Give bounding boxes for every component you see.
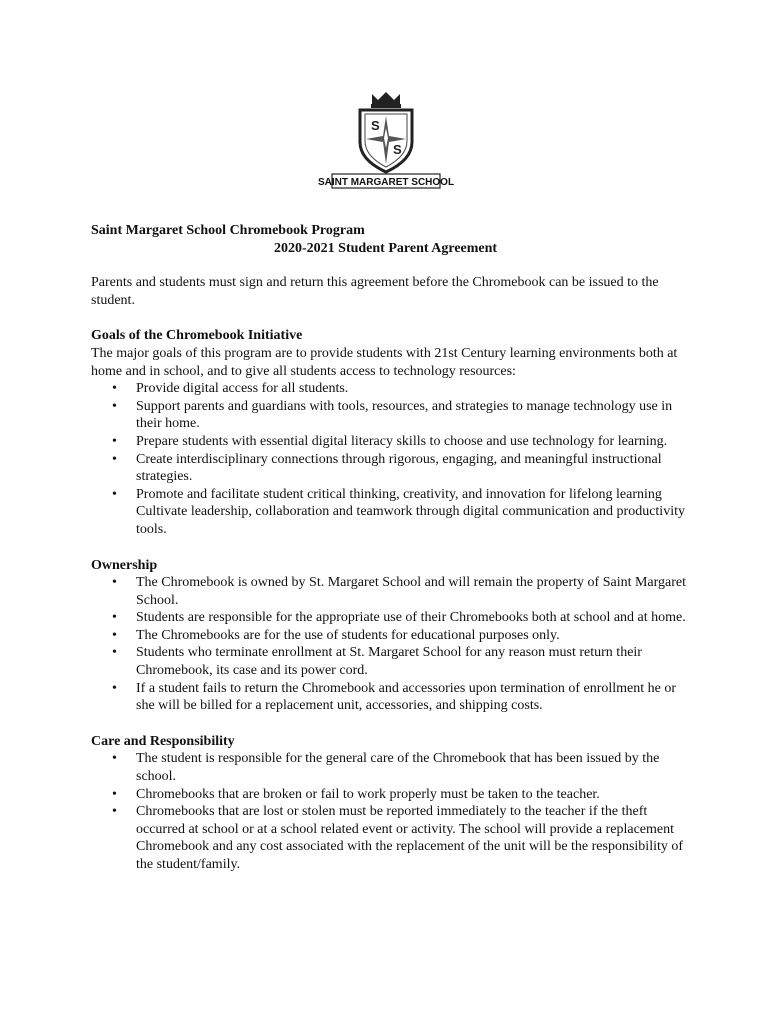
list-item: • Support parents and guardians with tools, resources, and strategies to manage technology use in their home.	[91, 398, 691, 433]
goals-list	[91, 380, 691, 538]
svg-text:S: S	[393, 142, 402, 157]
agreement-subtitle: 2020-2021 Student Parent Agreement	[274, 240, 498, 256]
list-item: • The student is responsible for the general care of the Chromebook that has been issued by the school.	[91, 750, 691, 785]
ownership-heading: Ownership	[91, 557, 158, 573]
goals-heading: Goals of the Chromebook Initiative	[91, 328, 303, 344]
school-logo	[317, 90, 455, 190]
list-item: • Chromebooks that are broken or fail to work properly must be taken to the teacher.	[91, 786, 691, 804]
ownership-list	[91, 574, 691, 715]
list-item: • Chromebooks that are lost or stolen must be reported immediately to the teacher if the theft occurred at school or at a school related event or activity. The school will provide a replacement Chromebook and any cost associated with the replacement of the unit will be the responsibility of the student/family.	[91, 803, 691, 873]
list-item: • Students who terminate enrollment at St. Margaret School for any reason must return their Chromebook, its case and its power cord.	[91, 644, 691, 679]
list-item: • Prepare students with essential digital literacy skills to choose and use technology for learning.	[91, 433, 691, 451]
care-heading: Care and Responsibility	[91, 733, 235, 749]
svg-text:S: S	[371, 118, 380, 133]
goals-text: The major goals of this program are to provide students with 21st Century learning environments both at home and in school, and to give all students access to technology resources:	[91, 345, 678, 379]
program-title: Saint Margaret School Chromebook Program	[91, 223, 365, 238]
list-item: • The Chromebooks are for the use of students for educational purposes only.	[91, 627, 691, 645]
list-item: • The Chromebook is owned by St. Margaret School and will remain the property of Saint Margaret School.	[91, 574, 691, 609]
list-item: • Promote and facilitate student critical thinking, creativity, and innovation for lifelong learning Cultivate leadership, collaboration and teamwork through digital communication and productivity tools.	[91, 486, 691, 539]
care-list	[91, 750, 691, 873]
agreement-content	[91, 222, 691, 874]
logo-school-name: SAINT MARGARET SCHOOL	[317, 177, 455, 188]
intro-paragraph: Parents and students must sign and return this agreement before the Chromebook can be issued to the student.	[91, 275, 659, 308]
list-item: • If a student fails to return the Chromebook and accessories upon termination of enrollment he or she will be billed for a replacement unit, accessories, and shipping costs.	[91, 680, 691, 715]
list-item: • Students are responsible for the appropriate use of their Chromebooks both at school and at home.	[91, 609, 691, 627]
school-crest-icon	[317, 90, 455, 190]
list-item: • Create interdisciplinary connections through rigorous, engaging, and meaningful instructional strategies.	[91, 451, 691, 486]
list-item: • Provide digital access for all students.	[91, 380, 691, 398]
